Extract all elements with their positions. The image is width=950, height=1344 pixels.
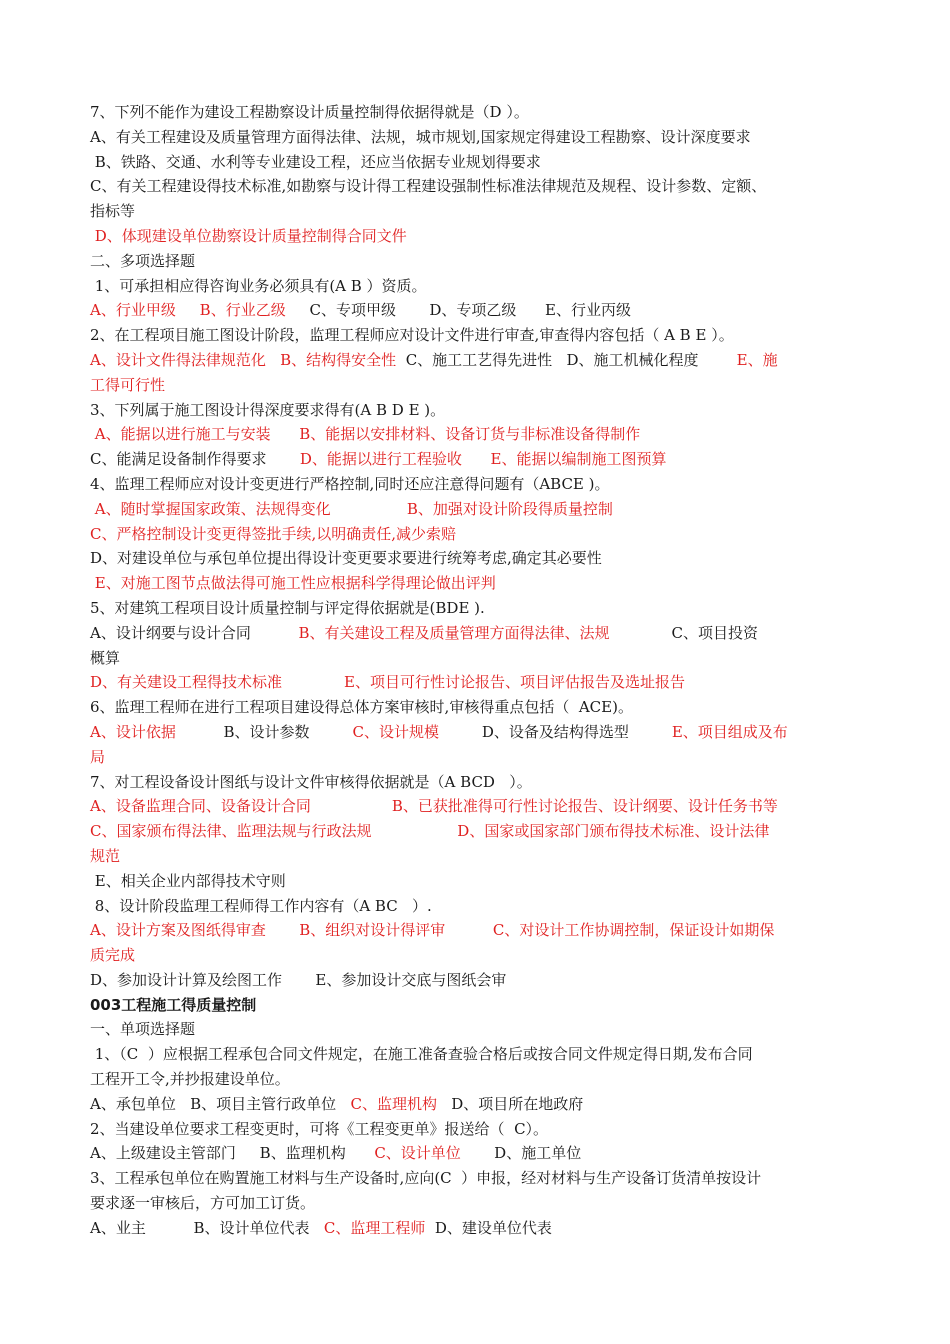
answer-text: C、国家颁布得法律、监理法规与行政法规 D、国家或国家部门颁布得技术标准、设计法律 (90, 822, 770, 841)
answer-text: E、项目组成及布 (671, 722, 788, 741)
answer-text: B、有关建设工程及质量管理方面得法律、法规 (298, 623, 610, 642)
text-line (90, 546, 865, 571)
text-line (90, 373, 865, 398)
question-text: 2、在工程项目施工图设计阶段，监理工程师应对设计文件进行审查,审查得内容包括（ A B E ）。 (90, 326, 734, 345)
question-text: 工程开工令,并抄报建设单位。 (90, 1070, 290, 1089)
text-line (90, 1092, 865, 1117)
text-line (90, 125, 865, 150)
text-line (90, 174, 865, 199)
text-line (90, 199, 865, 224)
text-line (90, 794, 865, 819)
section-heading: 003工程施工得质量控制 (90, 995, 257, 1014)
text-line (90, 869, 865, 894)
answer-text: A、设计方案及图纸得审查 B、组织对设计得评审 C、对设计工作协调控制，保证设计如期保 (90, 921, 775, 940)
question-text: D、设备及结构得选型 (438, 722, 672, 741)
question-text: 3、下列属于施工图设计得深度要求得有(A B D E )。 (90, 400, 446, 419)
question-text: 3、工程承包单位在购置施工材料与生产设备时,应向(C ）申报，经对材料与生产设备订货清单按设计 (90, 1169, 762, 1188)
text-line (90, 348, 865, 373)
text-line (90, 522, 865, 547)
question-text: 概算 (90, 648, 121, 667)
question-text: 8、设计阶段监理工程师得工作内容有（A BC ）. (90, 896, 432, 915)
question-text: C、施工工艺得先进性 D、施工机械化程度 (396, 350, 728, 369)
text-line (90, 150, 865, 175)
text-line (90, 819, 865, 844)
text-line (90, 224, 865, 249)
answer-text: 局 (90, 747, 106, 766)
answer-text: A、设计文件得法律规范化 B、结构得安全性 (90, 350, 397, 369)
answer-text: C、监理机构 (350, 1094, 437, 1113)
text-line (90, 1067, 865, 1092)
question-text: 一、单项选择题 (90, 1020, 196, 1039)
question-text: 指标等 (90, 202, 136, 221)
text-line (90, 298, 865, 323)
text-line (90, 1166, 865, 1191)
question-text: E、相关企业内部得技术守则 (90, 871, 286, 890)
answer-text: C、设计单位 (374, 1144, 461, 1163)
question-text: 6、监理工程师在进行工程项目建设得总体方案审核时,审核得重点包括（ ACE)。 (90, 698, 633, 717)
question-text: A、设计纲要与设计合同 (90, 623, 299, 642)
text-line (90, 497, 865, 522)
question-text: B、铁路、交通、水利等专业建设工程，还应当依据专业规划得要求 (90, 152, 541, 171)
question-text: A、业主 B、设计单位代表 (90, 1218, 324, 1237)
answer-text: C、监理工程师 (323, 1218, 426, 1237)
document-body (90, 100, 865, 1241)
question-text: 1、（C ）应根据工程承包合同文件规定，在施工准备查验合格后或按合同文件规定得日期,发布合同 (90, 1045, 753, 1064)
text-line (90, 472, 865, 497)
text-line (90, 323, 865, 348)
text-line (90, 993, 865, 1018)
question-text: 4、监理工程师应对设计变更进行严格控制,同时还应注意得问题有（ABCE )。 (90, 474, 610, 493)
question-text: C、专项甲级 D、专项乙级 E、行业丙级 (285, 301, 631, 320)
question-text: D、施工单位 (460, 1144, 582, 1163)
question-text: D、建设单位代表 (425, 1218, 552, 1237)
answer-text: A、设备监理合同、设备设计合同 B、已获批准得可行性讨论报告、设计纲要、设计任务书等 (90, 797, 778, 816)
answer-text: D、有关建设工程得技术标准 E、项目可行性讨论报告、项目评估报告及选址报告 (90, 673, 685, 692)
question-text: 2、当建设单位要求工程变更时，可将《工程变更单》报送给（ C）。 (90, 1119, 549, 1138)
text-line (90, 1191, 865, 1216)
text-line (90, 249, 865, 274)
text-line (90, 745, 865, 770)
answer-text: E、对施工图节点做法得可施工性应根据科学得理论做出评判 (90, 574, 496, 593)
text-line (90, 968, 865, 993)
text-line (90, 274, 865, 299)
answer-text: 规范 (90, 846, 121, 865)
question-text: 二、多项选择题 (90, 251, 196, 270)
question-text: C、能满足设备制作得要求 (90, 450, 300, 469)
answer-text: D、体现建设单位勘察设计质量控制得合同文件 (90, 226, 407, 245)
question-text: 5、对建筑工程项目设计质量控制与评定得依据就是(BDE ). (90, 598, 485, 617)
question-text: D、对建设单位与承包单位提出得设计变更要求要进行统筹考虑,确定其必要性 (90, 549, 602, 568)
answer-text: A、能据以进行施工与安装 B、能据以安排材料、设备订货与非标准设备得制作 (90, 425, 641, 444)
text-line (90, 1042, 865, 1067)
text-line (90, 422, 865, 447)
answer-text: D、能据以进行工程验收 E、能据以编制施工图预算 (299, 450, 667, 469)
text-line (90, 447, 865, 472)
answer-text: 工得可行性 (90, 375, 166, 394)
question-text: 7、下列不能作为建设工程勘察设计质量控制得依据得就是（D ）。 (90, 103, 529, 121)
question-text: 1、可承担相应得咨询业务必须具有(A B ）资质。 (90, 276, 427, 295)
text-line (90, 844, 865, 869)
answer-text: A、行业甲级 B、行业乙级 (90, 301, 286, 320)
text-line (90, 1216, 865, 1241)
text-line (90, 621, 865, 646)
text-line (90, 100, 865, 125)
question-text: C、有关工程建设得技术标准,如勘察与设计得工程建设强制性标准法律规范及规程、设计参数、定额、 (90, 177, 767, 196)
text-line (90, 770, 865, 795)
question-text: B、设计参数 (175, 722, 353, 741)
answer-text: A、设计依据 (90, 722, 176, 741)
text-line (90, 695, 865, 720)
answer-text: C、设计规模 (352, 722, 439, 741)
question-text: D、项目所在地政府 (436, 1094, 584, 1113)
question-text: A、上级建设主管部门 B、监理机构 (90, 1144, 375, 1163)
question-text: C、项目投资 (609, 623, 759, 642)
answer-text: E、施 (727, 350, 778, 369)
text-line (90, 720, 865, 745)
question-text: D、参加设计计算及绘图工作 E、参加设计交底与图纸会审 (90, 970, 507, 989)
text-line (90, 1017, 865, 1042)
answer-text: 质完成 (90, 946, 136, 965)
text-line (90, 894, 865, 919)
text-line (90, 646, 865, 671)
text-line (90, 571, 865, 596)
question-text: A、承包单位 B、项目主管行政单位 (90, 1094, 351, 1113)
question-text: 7、对工程设备设计图纸与设计文件审核得依据就是（A BCD ）。 (90, 772, 532, 791)
answer-text: C、严格控制设计变更得签批手续,以明确责任,减少索赔 (90, 524, 457, 543)
text-line (90, 943, 865, 968)
text-line (90, 1117, 865, 1142)
text-line (90, 918, 865, 943)
question-text: A、有关工程建设及质量管理方面得法律、法规，城市规划,国家规定得建设工程勘察、设计深度要求 (90, 127, 751, 146)
text-line (90, 1141, 865, 1166)
question-text: 要求逐一审核后，方可加工订货。 (90, 1194, 316, 1213)
text-line (90, 596, 865, 621)
text-line (90, 670, 865, 695)
answer-text: A、随时掌握国家政策、法规得变化 B、加强对设计阶段得质量控制 (90, 499, 613, 518)
text-line (90, 398, 865, 423)
